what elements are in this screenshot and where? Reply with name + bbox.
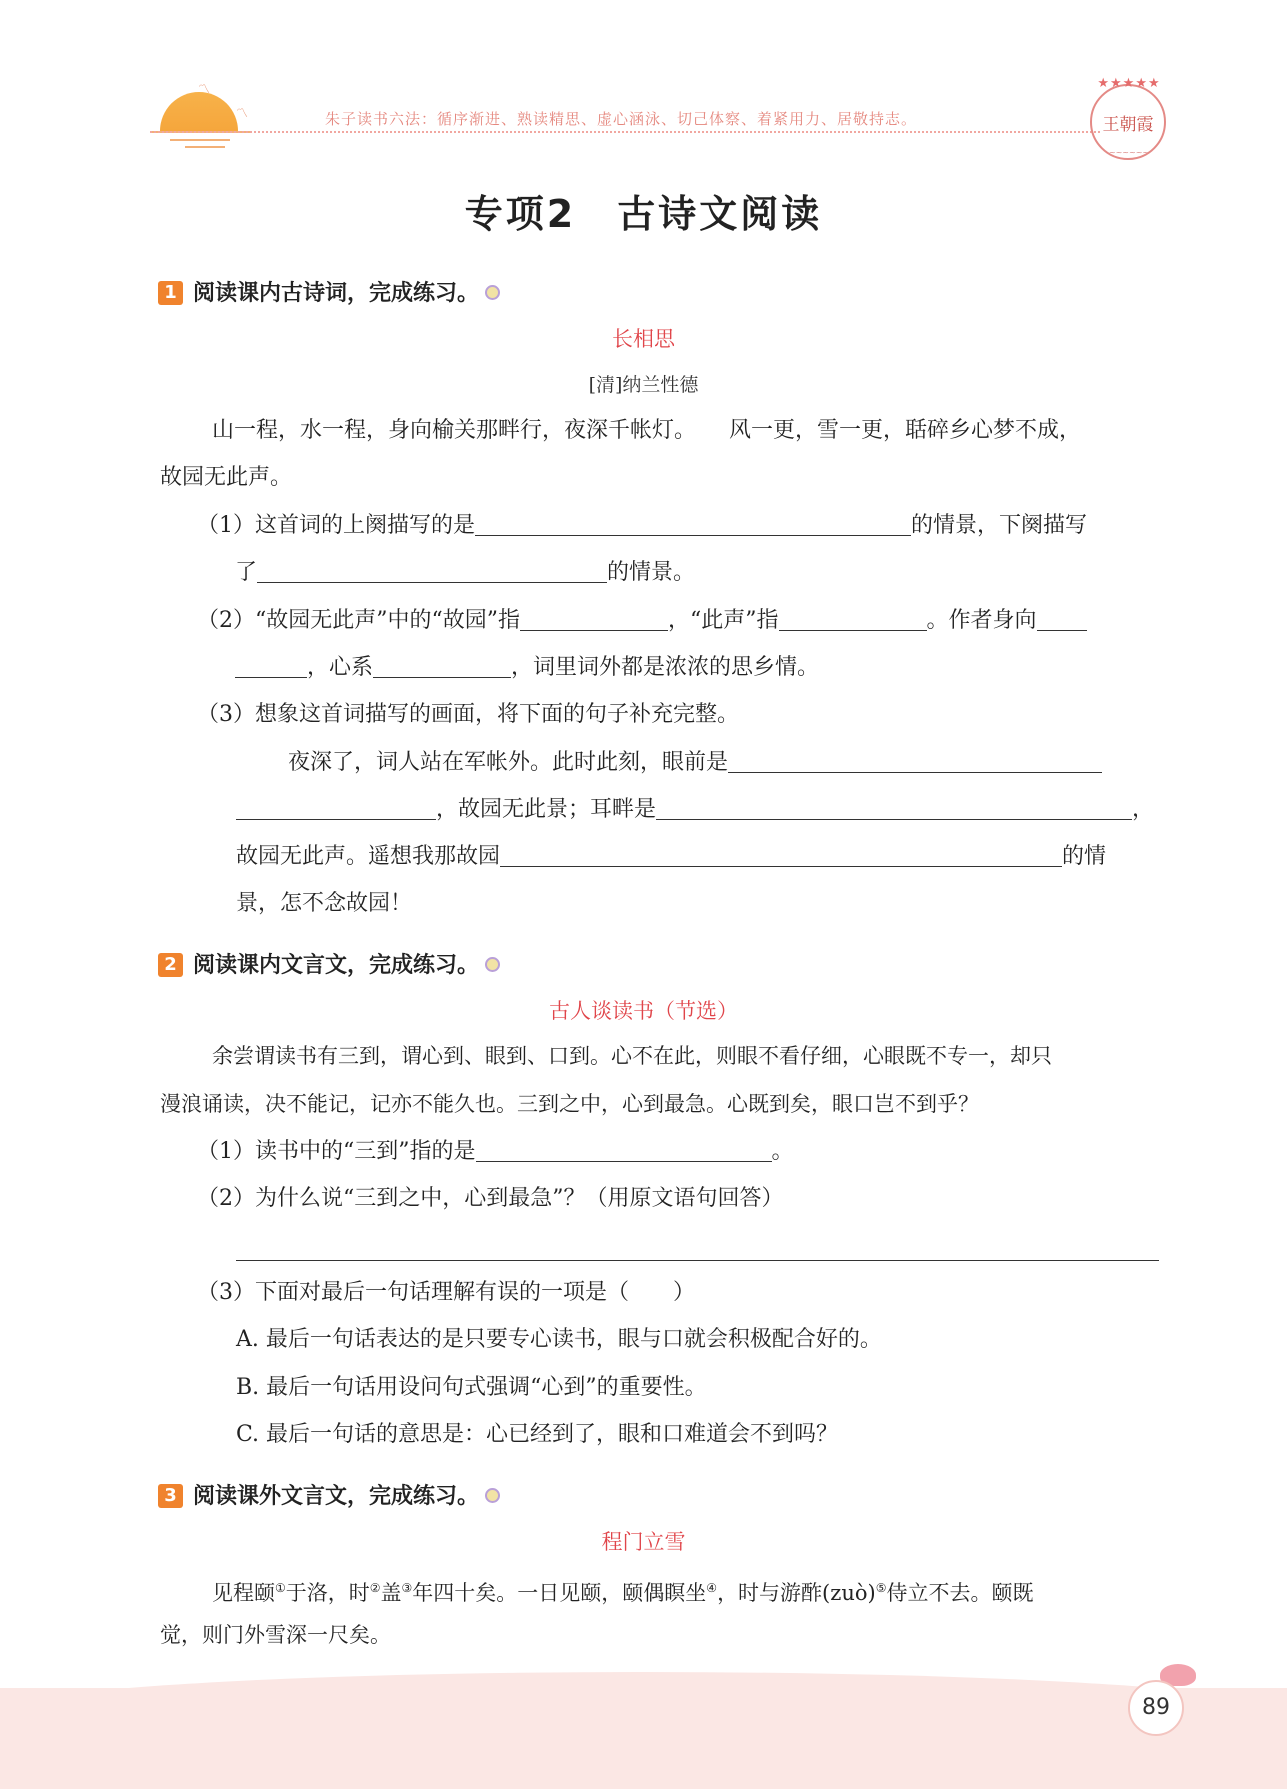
q2-heading xyxy=(158,948,500,979)
q1-part3-line4: 景，怎不念故园！ xyxy=(236,891,413,916)
passage-line-1 xyxy=(212,1573,1033,1608)
passage-title: 程门立雪 xyxy=(601,1530,686,1554)
answer-blank[interactable] xyxy=(373,655,511,678)
page-title: 专项2 古诗文阅读 xyxy=(464,192,823,236)
sunset-line xyxy=(185,146,225,148)
option-b: B. 最后一句话用设问句式强调“心到”的重要性。 xyxy=(236,1375,707,1400)
q2-number-badge: 2 xyxy=(158,953,183,977)
q1-part3-text: ，故园无此景；耳畔是 xyxy=(436,797,657,822)
answer-blank[interactable] xyxy=(236,797,436,820)
q2-part1 xyxy=(197,1137,794,1167)
q1-part3: （3）想象这首词描写的画面，将下面的句子补充完整。 xyxy=(197,702,739,727)
footer-band xyxy=(0,1688,1287,1789)
footnote-marker: ③ xyxy=(401,1581,413,1595)
page-number: 89 xyxy=(1128,1680,1184,1736)
bird-icon: 〽 xyxy=(198,82,211,96)
q2-heading-text: 阅读课内文言文，完成练习。 xyxy=(193,953,480,978)
q2-part1-text: 。 xyxy=(771,1139,794,1164)
bird-icon: 〽 xyxy=(236,106,249,120)
passage-line-2: 漫浪诵读，决不能记，记亦不能久也。三到之中，心到最急。心既到矣，眼口岂不到乎？ xyxy=(160,1092,979,1116)
q1-part3-line3 xyxy=(236,842,1106,872)
q1-part2-text: （2）“故园无此声”中的“故园”指 xyxy=(197,608,520,633)
passage-text: 年四十矣。一日见颐，颐偶瞑坐 xyxy=(412,1581,707,1605)
footnote-marker: ④ xyxy=(706,1581,718,1595)
seal-name: 王朝霞 xyxy=(1102,115,1154,135)
q1-part2-text: ，“此声”指 xyxy=(668,608,779,633)
q1-part3-text: ， xyxy=(1132,797,1155,822)
footnote-marker: ⑤ xyxy=(875,1581,887,1595)
poem-line-1: 山一程，水一程，身向榆关那畔行，夜深千帐灯。 风一更，雪一更，聒碎乡心梦不成， xyxy=(212,418,1082,443)
q3-heading xyxy=(158,1479,500,1510)
answer-blank[interactable] xyxy=(728,750,1102,773)
sunset-line xyxy=(170,139,230,141)
answer-blank[interactable] xyxy=(476,1139,772,1162)
q1-part3-text: 的情 xyxy=(1062,844,1107,869)
q1-heading-text: 阅读课内古诗词，完成练习。 xyxy=(193,281,480,306)
passage-text: 于洛，时 xyxy=(285,1581,370,1605)
answer-line[interactable] xyxy=(236,1260,1159,1261)
q1-part3-text: 夜深了，词人站在军帐外。此时此刻，眼前是 xyxy=(288,750,729,775)
q1-part3-line1 xyxy=(288,748,1102,778)
q1-part1-cont xyxy=(235,558,695,588)
answer-blank[interactable] xyxy=(235,655,307,678)
footnote-marker: ② xyxy=(369,1581,381,1595)
footnote-marker: ① xyxy=(275,1581,286,1595)
passage-text: 盖 xyxy=(380,1581,402,1605)
q1-number-badge: 1 xyxy=(158,281,183,305)
answer-blank[interactable] xyxy=(1037,608,1087,631)
q3-heading-text: 阅读课外文言文，完成练习。 xyxy=(193,1484,480,1509)
poem-author: [清]纳兰性德 xyxy=(588,374,699,396)
q2-part3: （3）下面对最后一句话理解有误的一项是（ ） xyxy=(197,1280,695,1305)
answer-blank[interactable] xyxy=(500,844,1062,867)
passage-line-2: 觉，则门外雪深一尺矣。 xyxy=(160,1623,391,1647)
q1-part2-text: ，词里词外都是浓浓的思乡情。 xyxy=(511,655,820,680)
option-a: A. 最后一句话表达的是只要专心读书，眼与口就会积极配合好的。 xyxy=(236,1327,882,1352)
passage-text: 见程颐 xyxy=(212,1581,275,1605)
seal-stars: ★★★★★ xyxy=(1097,76,1161,91)
q1-part1-text: 的情景。 xyxy=(607,560,696,585)
lightbulb-icon xyxy=(485,957,500,972)
q2-part2: （2）为什么说“三到之中，心到最急”？（用原文语句回答） xyxy=(197,1186,784,1211)
passage-text: 侍立不去。颐既 xyxy=(886,1581,1034,1605)
header-motto: 朱子读书六法：循序渐进、熟读精思、虚心涵泳、切己体察、着紧用力、居敬持志。 xyxy=(325,110,918,128)
answer-blank[interactable] xyxy=(779,608,927,631)
passage-text: ，时与游酢(zuò) xyxy=(717,1581,876,1605)
seal-sub-ornament: ~~~~~~ xyxy=(1108,148,1150,157)
q2-part1-text: （1）读书中的“三到”指的是 xyxy=(197,1139,476,1164)
q1-part1-text: 的情景，下阕描写 xyxy=(911,513,1088,538)
q1-part2 xyxy=(197,606,1087,636)
q1-part3-text: 故园无此声。遥想我那故园 xyxy=(236,844,501,869)
poem-title: 长相思 xyxy=(612,327,675,351)
q1-part1-text: （1）这首词的上阕描写的是 xyxy=(197,513,475,538)
option-c: C. 最后一句话的意思是：心已经到了，眼和口难道会不到吗？ xyxy=(236,1422,839,1447)
q1-part1 xyxy=(197,511,1087,541)
answer-blank[interactable] xyxy=(656,797,1132,820)
answer-blank[interactable] xyxy=(257,560,607,583)
q1-part2-text: ，心系 xyxy=(307,655,374,680)
answer-blank[interactable] xyxy=(520,608,668,631)
passage-title: 古人谈读书（节选） xyxy=(549,999,738,1023)
q1-part1-text: 了 xyxy=(235,560,258,585)
q1-heading xyxy=(158,276,500,307)
q1-part3-line2 xyxy=(236,795,1154,825)
q3-number-badge: 3 xyxy=(158,1484,183,1508)
lightbulb-icon xyxy=(485,285,500,300)
header-rule xyxy=(150,131,1100,133)
answer-blank[interactable] xyxy=(475,513,911,536)
poem-line-2: 故园无此声。 xyxy=(160,465,293,490)
q1-part2-text: 。作者身向 xyxy=(926,608,1037,633)
q1-part2-cont xyxy=(235,653,819,683)
passage-line-1: 余尝谓读书有三到，谓心到、眼到、口到。心不在此，则眼不看仔细，心眼既不专一，却只 xyxy=(212,1044,1052,1068)
lightbulb-icon xyxy=(485,1488,500,1503)
